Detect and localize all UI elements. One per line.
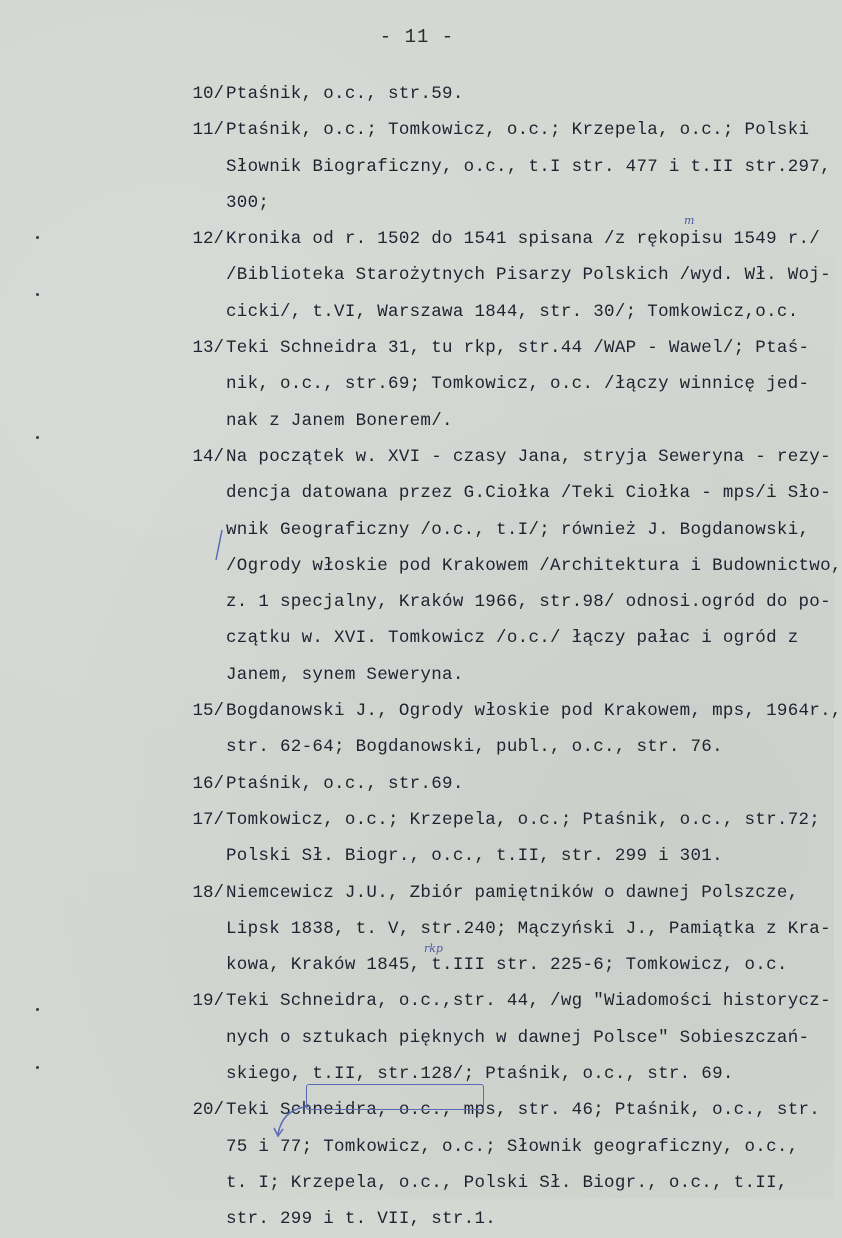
footnote-20 [0, 1092, 834, 1237]
footnote-number: 20/ [192, 1100, 224, 1121]
footnote-line: dencja datowana przez G.Ciołka /Teki Ciołka - mps/i Sło- [226, 483, 831, 504]
footnote-line: Tomkowicz, o.c.; Krzepela, o.c.; Ptaśnik, o.c., str.72; [226, 809, 821, 830]
footnote-11 [0, 112, 834, 221]
footnote-number: 15/ [192, 701, 224, 722]
pen-box-mark [306, 1084, 484, 1110]
page-number: - 11 - [379, 26, 455, 48]
footnote-number: 16/ [192, 773, 224, 794]
footnote-number: 11/ [192, 120, 224, 141]
footnote-line: Ptaśnik, o.c.; Tomkowicz, o.c.; Krzepela, o.c.; Polski [226, 120, 810, 141]
footnote-15 [0, 693, 842, 766]
footnote-line: Janem, synem Seweryna. [226, 664, 464, 685]
pen-arrow-icon [272, 1104, 316, 1140]
footnote-text [226, 76, 806, 112]
footnote-line: Lipsk 1838, t. V, str.240; Mączyński J., Pamiątka z Kra- [226, 918, 831, 939]
footnote-line: cicki/, t.VI, Warszawa 1844, str. 30/; Tomkowicz,o.c. [226, 301, 799, 322]
footnote-line: Słownik Biograficzny, o.c., t.I str. 477 i t.II str.297, [226, 156, 831, 177]
footnote-line: /Biblioteka Starożytnych Pisarzy Polskich /wyd. Wł. Woj- [226, 265, 831, 286]
footnote-19 [0, 983, 834, 1092]
footnote-text [226, 983, 831, 1092]
footnote-line: wnik Geograficzny /o.c., t.I/; również J. Bogdanowski, [226, 519, 810, 540]
footnote-line: str. 299 i t. VII, str.1. [226, 1209, 497, 1230]
footnote-text [226, 766, 806, 802]
footnote-text [226, 439, 842, 693]
footnote-line: czątku w. XVI. Tomkowicz /o.c./ łączy pałac i ogród z [226, 628, 799, 649]
footnote-number: 18/ [192, 882, 224, 903]
margin-dot [36, 293, 39, 296]
footnote-text [226, 112, 831, 221]
footnote-text [226, 875, 831, 984]
footnote-line: nak z Janem Bonerem/. [226, 410, 453, 431]
handwritten-mark: rkp [424, 942, 443, 955]
footnote-line: Ptaśnik, o.c., str.59. [226, 84, 464, 104]
footnote-line: 75 i 77; Tomkowicz, o.c.; Słownik geograficzny, o.c., [226, 1136, 799, 1157]
footnote-number: 13/ [192, 338, 224, 359]
footnote-line: Polski Sł. Biogr., o.c., t.II, str. 299 i 301. [226, 846, 723, 867]
footnote-number: 17/ [192, 809, 224, 830]
footnote-12 [0, 221, 834, 330]
footnote-line: 300; [226, 192, 270, 213]
footnote-number: 12/ [192, 229, 224, 250]
footnote-line: nik, o.c., str.69; Tomkowicz, o.c. /łączy winnicę jed- [226, 374, 810, 395]
footnote-line: Bogdanowski J., Ogrody włoskie pod Krakowem, mps, 1964r., [226, 701, 842, 722]
footnote-line: /Ogrody włoskie pod Krakowem /Architektura i Budownictwo, [226, 555, 842, 576]
margin-dot [36, 236, 39, 239]
footnote-line: Na początek w. XVI - czasy Jana, stryja Seweryna - rezy- [226, 446, 831, 467]
footnote-text [226, 693, 842, 766]
footnote-10 [0, 76, 834, 112]
handwritten-mark: m [684, 214, 695, 227]
margin-dot [36, 436, 39, 439]
footnote-line: Teki Schneidra 31, tu rkp, str.44 /WAP - Wawel/; Ptaś- [226, 338, 810, 359]
margin-dot [36, 1066, 39, 1069]
margin-dot [36, 1008, 39, 1011]
footnote-line: str. 62-64; Bogdanowski, publ., o.c., str. 76. [226, 737, 723, 758]
footnote-line: z. 1 specjalny, Kraków 1966, str.98/ odnosi.ogród do po- [226, 592, 831, 613]
footnote-text [226, 802, 821, 875]
footnote-13 [0, 330, 834, 439]
footnote-line: nych o sztukach pięknych w dawnej Polsce" Sobieszczań- [226, 1027, 810, 1048]
footnote-line: Niemcewicz J.U., Zbiór pamiętników o dawnej Polszcze, [226, 882, 799, 903]
footnote-number: 10/ [192, 84, 224, 104]
footnote-line: t. I; Krzepela, o.c., Polski Sł. Biogr., o.c., t.II, [226, 1172, 788, 1193]
footnote-line: Ptaśnik, o.c., str.69. [226, 773, 464, 794]
footnote-18 [0, 875, 834, 984]
footnote-line: skiego, t.II, str.128/; Ptaśnik, o.c., str. 69. [226, 1064, 734, 1085]
footnote-text [226, 330, 810, 439]
footnote-number: 19/ [192, 991, 224, 1012]
footnote-line: kowa, Kraków 1845, t.III str. 225-6; Tomkowicz, o.c. [226, 955, 788, 976]
footnote-line: Teki Schneidra, o.c.,str. 44, /wg "Wiadomości historycz- [226, 991, 831, 1012]
pen-stroke-icon [214, 528, 224, 562]
footnote-number: 14/ [192, 446, 224, 467]
footnote-16 [0, 766, 834, 802]
footnote-line: Kronika od r. 1502 do 1541 spisana /z rękopisu 1549 r./ [226, 229, 821, 250]
footnote-line: Teki Schneidra, o.c., mps, str. 46; Ptaśnik, o.c., str. [226, 1100, 821, 1121]
footnotes-list [0, 76, 842, 1238]
footnote-text [226, 221, 831, 330]
footnote-17 [0, 802, 834, 875]
footnote-14 [0, 439, 842, 693]
